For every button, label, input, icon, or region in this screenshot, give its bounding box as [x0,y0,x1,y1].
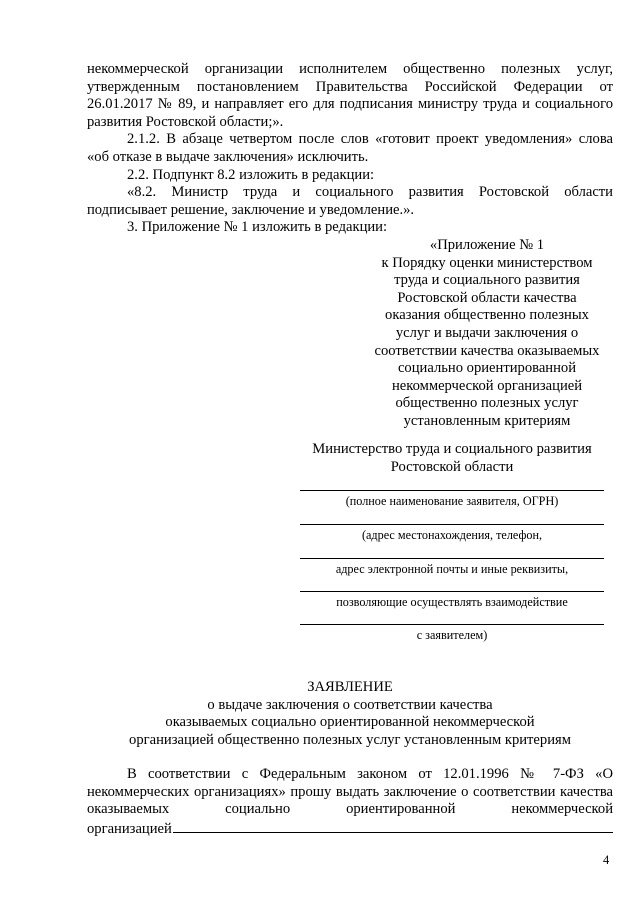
applicant-email-field [300,558,604,577]
paragraph-3: 3. Приложение № 1 изложить в редакции: [127,219,388,236]
body-text [87,61,613,237]
paragraph-continuation: некоммерческой организации исполнителем общественно полезных услуг, утвержденным постановлением Правительства Российской Федерации от 26.01.2017 № 89, и направляет его для подписания министру труда и социального развития Ростовской области;». [87,61,613,130]
appendix-line: услуг и выдачи заключения о [395,324,579,341]
field-caption: адрес электронной почты и иные реквизиты, [335,562,569,576]
statement-body [87,766,613,838]
appendix-line: общественно полезных услуг [395,395,579,412]
fill-in-line [300,524,604,525]
applicant-contact-field [300,624,604,643]
ministry-line-2: Ростовской области [390,458,514,475]
addressee-ministry [292,441,612,476]
fill-in-line [300,558,604,559]
statement-paragraph: В соответствии с Федеральным законом от 12.01.1996 № 7-ФЗ «О некоммерческих организациях» прошу выдать заключение о соответствии качества оказываемых социально ориентированной некоммерческой [87,766,613,818]
appendix-line: некоммерческой организацией [391,377,583,394]
field-caption: (адрес местонахождения, телефон, [361,528,543,542]
ministry-line-1: Министерство труда и социального развития [312,441,592,457]
statement-title [87,679,613,749]
statement-last-word: организацией [87,820,172,837]
statement-subtitle-line: о выдаче заключения о соответствии качества [207,696,493,713]
field-caption: с заявителем) [416,628,488,642]
field-caption: (полное наименование заявителя, ОГРН) [345,494,559,508]
applicant-address-field [300,524,604,543]
statement-subtitle-line: оказываемых социально ориентированной некоммерческой [165,714,535,731]
page-number: 4 [603,853,610,867]
field-caption: позволяющие осуществлять взаимодействие [336,595,568,609]
applicant-details-field [300,591,604,610]
statement-subtitle-line: организацией общественно полезных услуг установленным критериям [129,731,571,748]
appendix-line: Ростовской области качества [397,289,577,306]
fill-in-line [300,624,604,625]
appendix-line: установленным критериям [403,412,571,429]
paragraph-2-1-2: 2.1.2. В абзаце четвертом после слов «готовит проект уведомления» слова «об отказе в выдаче заключения» исключить. [87,131,613,165]
appendix-line: оказания общественно полезных [385,307,589,324]
appendix-line: социально ориентированной [397,360,577,377]
appendix-line: к Порядку оценки министерством [381,254,593,271]
organization-fill-line [173,819,613,833]
paragraph-2-2: 2.2. Подпункт 8.2 изложить в редакции: [127,166,375,183]
paragraph-8-2: «8.2. Министр труда и социального развития Ростовской области подписывает решение, заключение и уведомление.». [87,184,613,218]
appendix-line: «Приложение № 1 [429,237,545,253]
fill-in-line [300,490,604,491]
statement-heading: ЗАЯВЛЕНИЕ [307,679,393,695]
appendix-line: труда и социального развития [394,272,580,289]
appendix-header [361,237,613,431]
statement-last-line [87,819,613,839]
fill-in-line [300,591,604,592]
applicant-name-field [300,490,604,509]
appendix-line: соответствии качества оказываемых [374,342,600,359]
